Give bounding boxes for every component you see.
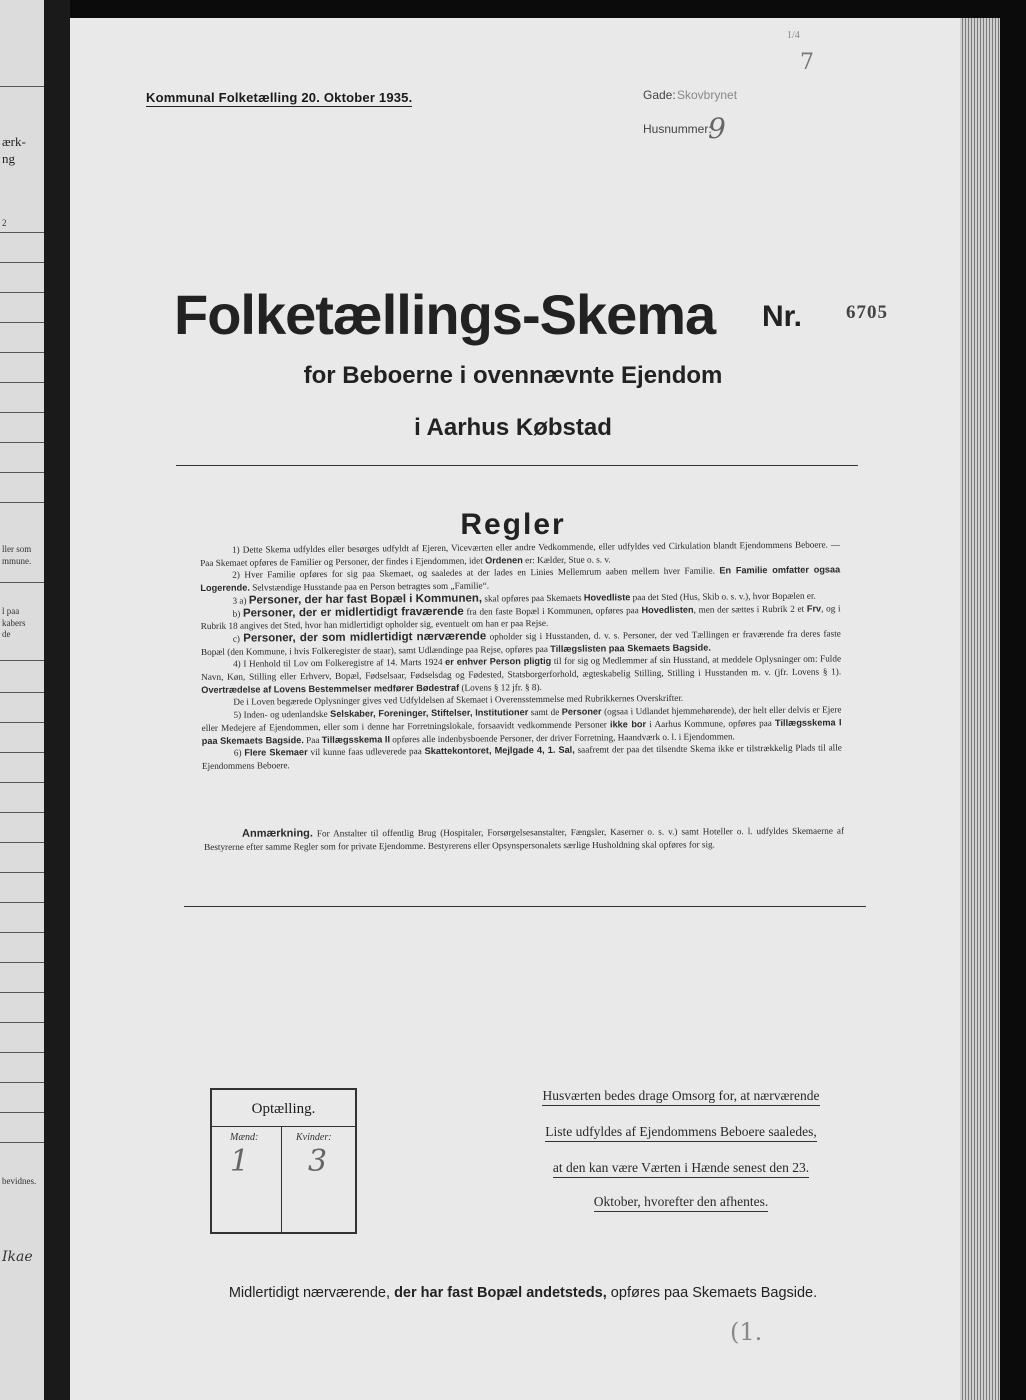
footer-instruction: Midlertidigt nærværende, der har fast Bopæl andetsteds, opføres paa Skemaets Bagside.: [228, 1285, 818, 1301]
left-page-rule: [0, 1142, 44, 1143]
left-page-rule: [0, 322, 44, 323]
page-edges: [960, 18, 1000, 1400]
left-page-rule: [0, 902, 44, 903]
landlord-notice-line: at den kan være Værten i Hænde senest den 23.: [512, 1160, 850, 1176]
landlord-notice-line: Liste udfyldes af Ejendommens Beboere saaledes,: [512, 1124, 850, 1140]
left-page-rule: [0, 692, 44, 693]
women-count: 3: [308, 1144, 328, 1179]
divider: [184, 906, 866, 907]
left-page-rule: [0, 842, 44, 843]
form-subtitle: for Beboerne i ovennævnte Ejendom: [303, 362, 723, 389]
adjacent-page: [0, 0, 46, 1400]
left-page-rule: [0, 472, 44, 473]
left-page-fragment: bevidnes.: [2, 1176, 37, 1186]
left-page-rule: [0, 722, 44, 723]
left-page-rule: [0, 1052, 44, 1053]
count-box: [210, 1088, 357, 1234]
census-title: Kommunal Folketælling 20. Oktober 1935.: [146, 90, 413, 105]
left-page-rule: [0, 262, 44, 263]
form-number-label: Nr.: [762, 300, 803, 333]
left-page-fragment: l paa kabers de: [2, 606, 26, 640]
women-label: Kvinder:: [296, 1132, 332, 1143]
men-count: 1: [230, 1144, 250, 1179]
landlord-notice-line: Husværten bedes drage Omsorg for, at nærværende: [512, 1088, 850, 1104]
book-spine: [44, 0, 70, 1400]
left-page-fragment: Ikae: [2, 1249, 33, 1265]
men-label: Mænd:: [230, 1132, 259, 1143]
street-label: Gade:: [643, 88, 676, 102]
form-title: Folketællings-Skema: [174, 283, 716, 346]
divider: [176, 465, 858, 466]
left-page-rule: [0, 1022, 44, 1023]
rule-3c: c) Personer, der som midlertidigt nærværende opholder sig i Husstanden, d. v. s. Personer, der ved Tællingen er fraværende fra deres faste Bopæl (den Kommune, i hvis Folkeregister de staar), samt Udlændinge paa Rejse, opføres paa Tillægslisten paa Skemaets Bagside.: [200, 628, 841, 657]
left-page-rule: [0, 86, 44, 87]
rule-1: 1) Dette Skema udfyldes eller besørges udfyldt af Ejeren, Viceværten eller andre Vedkommende, eller udfyldes ved Cirkulation blandt Ejendommens Beboere. — Paa Skemaet opføres de Familier og Personer, der findes i Ejendommen, idet Ordenen er: Kælder, Stue o. s. v.: [200, 539, 841, 568]
rule-3a: 3 a) Personer, der har fast Bopæl i Kommunen, skal opføres paa Skemaets Hovedliste paa det Sted (Hus, Skib o. s. v.), hvor Bopælen er.: [232, 590, 816, 607]
pencil-mark-bottom: (1.: [730, 1318, 763, 1346]
left-page-fragment: ærk- ng: [2, 134, 26, 166]
pencil-mark-number: 7: [800, 50, 814, 75]
left-page-rule: [0, 232, 44, 233]
pencil-mark-top: 1/4: [787, 30, 800, 41]
left-page-rule: [0, 752, 44, 753]
remark-lead: Anmærkning.: [241, 827, 313, 840]
left-page-rule: [0, 782, 44, 783]
left-page-rule: [0, 352, 44, 353]
left-page-rule: [0, 932, 44, 933]
left-page-rule: [0, 292, 44, 293]
left-page-rule: [0, 412, 44, 413]
left-page-fragment: 2: [2, 218, 7, 228]
left-page-rule: [0, 872, 44, 873]
landlord-notice-line: Oktober, hvorefter den afhentes.: [512, 1194, 850, 1210]
house-number-value: 9: [708, 112, 726, 145]
rule-3b: b) Personer, der er midlertidigt fraværende fra den faste Bopæl i Kommunen, opføres paa Hovedlisten, men der sættes i Rubrik 2 et Frv, og i Rubrik 18 angives det Sted, hvor han midlertidigt opholder sig, eventuelt om han er paa Rejse.: [200, 602, 841, 632]
left-page-rule: [0, 1112, 44, 1113]
left-page-rule: [0, 812, 44, 813]
form-number-value: 6705: [846, 302, 888, 323]
rules-text: [200, 538, 842, 772]
left-page-rule: [0, 1082, 44, 1083]
count-box-title: Optælling.: [212, 1090, 355, 1127]
left-page-rule: [0, 992, 44, 993]
left-page-fragment: ller som mmune.: [2, 544, 32, 566]
house-number-label: Husnummer:: [643, 122, 712, 136]
left-page-rule: [0, 582, 44, 583]
rule-4-note: De i Loven begærede Oplysninger gives ved Udfyldelsen af Skemaet i Overensstemmelse med Rubrikkernes Overskrifter.: [233, 693, 684, 708]
remark-text: For Anstalter til offentlig Brug (Hospitaler, Forsørgelsesanstalter, Fængsler, Kaserner o. s. v.) samt Hoteller o. l. udfyldes Skemaerne af Bestyrerne efter samme Regler som for private Ejendomme. Bestyrerens eller Opsynspersonalets særlige Husholdning skal opføres for sig.: [204, 825, 845, 852]
street-value: Skovbrynet: [677, 88, 738, 102]
remark-note: [204, 825, 844, 854]
rule-4: 4) I Henhold til Lov om Folkeregistre af 14. Marts 1924 er enhver Person pligtig til for sig og Medlemmer af sin Husstand, at meddele Oplysninger om: Fulde Navn, Køn, Stilling eller Erhverv, Bopæl, Fødselsaar, Fødselsdag og Fødested, Statsborgerforhold, ægteskabelig Stilling, Stilling i Husstanden m. v. (jfr. Lovens § 1). Overtrædelse af Lovens Bestemmelser medfører Bødestraf (Lovens § 12 jfr. § 8).: [201, 653, 842, 695]
form-location: i Aarhus Købstad: [414, 414, 612, 441]
left-page-rule: [0, 660, 44, 661]
left-page-rule: [0, 442, 44, 443]
left-page-rule: [0, 962, 44, 963]
rule-2: 2) Hver Familie opføres for sig paa Skemaet, og saaledes at der lades en Linies Mellemrum aaben mellem hver Familie. En Familie omfatter ogsaa Logerende. Selvstændige Husstande paa en Person betragtes som „Familie“.: [200, 564, 841, 594]
count-box-divider: [281, 1126, 282, 1232]
left-page-rule: [0, 502, 44, 503]
rules-heading: Regler: [460, 508, 566, 541]
rule-5: 5) Inden- og udenlandske Selskaber, Foreninger, Stiftelser, Institutioner samt de Personer (ogsaa i Udlandet hjemmehørende), der helt eller delvis er Ejere eller Medejere af Ejendommen, eller som i denne har Forretningslokale, forsaavidt vedkommende Personer ikke bor i Aarhus Kommune, opføres paa Tillægsskema I paa Skemaets Bagside. Paa Tillægsskema II opføres alle indenbysboende Personer, der driver Forretning, Haandværk o. l. i Ejendommen.: [201, 704, 842, 746]
rule-6: 6) Flere Skemaer vil kunne faas udleverede paa Skattekontoret, Mejlgade 4, 1. Sal, saafremt der paa det tilsendte Skema ikke er tilstrækkelig Plads til alle Ejendommens Beboere.: [201, 742, 842, 771]
